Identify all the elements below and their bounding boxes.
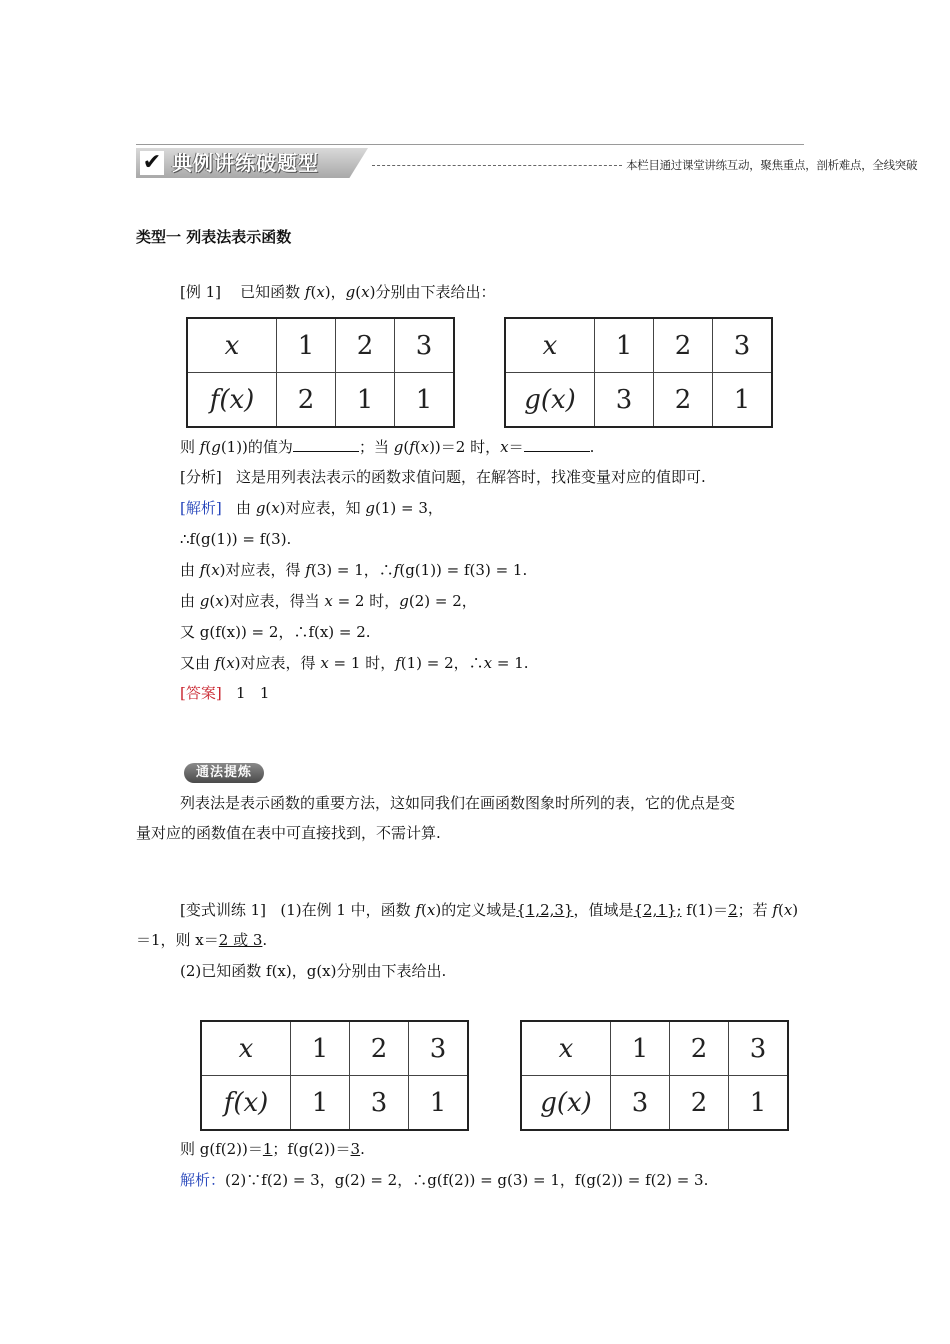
table-header-cell: x: [521, 1021, 611, 1076]
table-cell: 3: [729, 1021, 789, 1076]
example-question: 则 f(g(1))的值为 ；当 g(f(x))＝2 时，x＝ .: [180, 438, 595, 456]
variant-part1-line2: ＝1，则 x＝2 或 3.: [136, 931, 268, 949]
table-cell: 3: [713, 318, 773, 373]
solution-label: [解析]: [180, 499, 222, 517]
table-header-cell: x: [187, 318, 277, 373]
table-cell: 3: [611, 1076, 670, 1131]
example-table-f: [186, 317, 455, 428]
variant-part1-line1: [变式训练 1] (1)在例 1 中，函数 f(x)的定义域是{1,2,3}，值域是{2,1}; f(1)＝2；若 f(x): [180, 901, 799, 919]
variant-answer-2: 3: [350, 1140, 361, 1158]
table-cell: 1: [409, 1076, 469, 1131]
table-cell: 2: [654, 318, 713, 373]
banner-dashed-rule: [372, 165, 622, 166]
example-intro: [例 1] 已知函数 f(x)，g(x)分别由下表给出：: [180, 283, 496, 301]
answer-blank: [293, 437, 359, 452]
answer: [180, 682, 269, 704]
x-answer: 2 或 3: [218, 931, 263, 949]
table-cell: 2: [654, 373, 713, 428]
answer-label: [答案]: [180, 684, 222, 702]
table-cell: 3: [409, 1021, 469, 1076]
variant-part2-intro: (2)已知函数 f(x)，g(x)分别由下表给出.: [180, 962, 447, 980]
solution-line-2: ∴f(g(1)) = f(3).: [180, 530, 292, 548]
variant-solution: 解析：(2)∵f(2) = 3，g(2) = 2，∴g(f(2)) = g(3) = 1，f(g(2)) = f(2) = 3.: [180, 1171, 709, 1189]
table-row-label: g(x): [521, 1076, 611, 1131]
variant-label: [变式训练 1]: [180, 901, 267, 919]
table-cell: 2: [670, 1021, 729, 1076]
variant-question: 则 g(f(2))＝1；f(g(2))＝3.: [180, 1140, 365, 1158]
checkmark-icon: ✔: [140, 151, 164, 175]
method-badge: 通法提炼: [184, 763, 264, 783]
answer-text: 1 1: [236, 684, 270, 702]
variant-answer-1: 1: [262, 1140, 273, 1158]
table-cell: 2: [277, 373, 336, 428]
table-row-label: g(x): [505, 373, 595, 428]
analysis: [分析] 这是用列表法表示的函数求值问题，在解答时，找准变量对应的值即可.: [180, 468, 706, 486]
table-cell: 1: [595, 318, 654, 373]
domain-answer: {1,2,3}: [516, 901, 574, 919]
table-cell: 1: [395, 373, 455, 428]
section-heading: 类型一 列表法表示函数: [136, 228, 292, 246]
table-cell: 2: [350, 1021, 409, 1076]
table-row-label: f(x): [187, 373, 277, 428]
table-cell: 2: [336, 318, 395, 373]
analysis-label: [分析]: [180, 468, 222, 486]
f1-answer: 2: [728, 901, 738, 919]
table-cell: 1: [336, 373, 395, 428]
table-cell: 3: [350, 1076, 409, 1131]
answer-blank: [524, 437, 590, 452]
table-cell: 3: [395, 318, 455, 373]
table-cell: 1: [713, 373, 773, 428]
banner-description: 本栏目通过课堂讲练互动，聚焦重点，剖析难点，全线突破: [626, 158, 918, 172]
variant-table-g: [520, 1020, 789, 1131]
table-header-cell: x: [505, 318, 595, 373]
solution-line-4: 由 g(x)对应表，得当 x = 2 时，g(2) = 2，: [180, 592, 477, 610]
table-cell: 1: [291, 1076, 350, 1131]
banner-top-rule: [136, 144, 804, 145]
solution-line-5: 又 g(f(x)) = 2，∴f(x) = 2.: [180, 623, 371, 641]
table-cell: 3: [595, 373, 654, 428]
method-line-2: 量对应的函数值在表中可直接找到，不需计算.: [136, 824, 441, 842]
method-line-1: 列表法是表示函数的重要方法，这如同我们在画函数图象时所列的表，它的优点是变: [180, 794, 736, 812]
table-cell: 2: [670, 1076, 729, 1131]
example-table-g: [504, 317, 773, 428]
solution-line-1: [解析] 由 g(x)对应表，知 g(1) = 3，: [180, 499, 443, 517]
table-cell: 1: [729, 1076, 789, 1131]
solution-line-3: 由 f(x)对应表，得 f(3) = 1，∴f(g(1)) = f(3) = 1.: [180, 561, 528, 579]
table-cell: 1: [277, 318, 336, 373]
range-answer: {2,1};: [633, 901, 682, 919]
example-label: [例 1]: [180, 283, 222, 301]
solution-line-6: 又由 f(x)对应表，得 x = 1 时，f(1) = 2，∴x = 1.: [180, 654, 529, 672]
section-banner: [136, 144, 918, 180]
variant-solution-label: 解析：: [180, 1171, 226, 1189]
table-cell: 1: [291, 1021, 350, 1076]
table-row-label: f(x): [201, 1076, 291, 1131]
banner-title: 典例讲练破题型: [172, 151, 319, 175]
table-header-cell: x: [201, 1021, 291, 1076]
table-cell: 1: [611, 1021, 670, 1076]
variant-table-f: [200, 1020, 469, 1131]
